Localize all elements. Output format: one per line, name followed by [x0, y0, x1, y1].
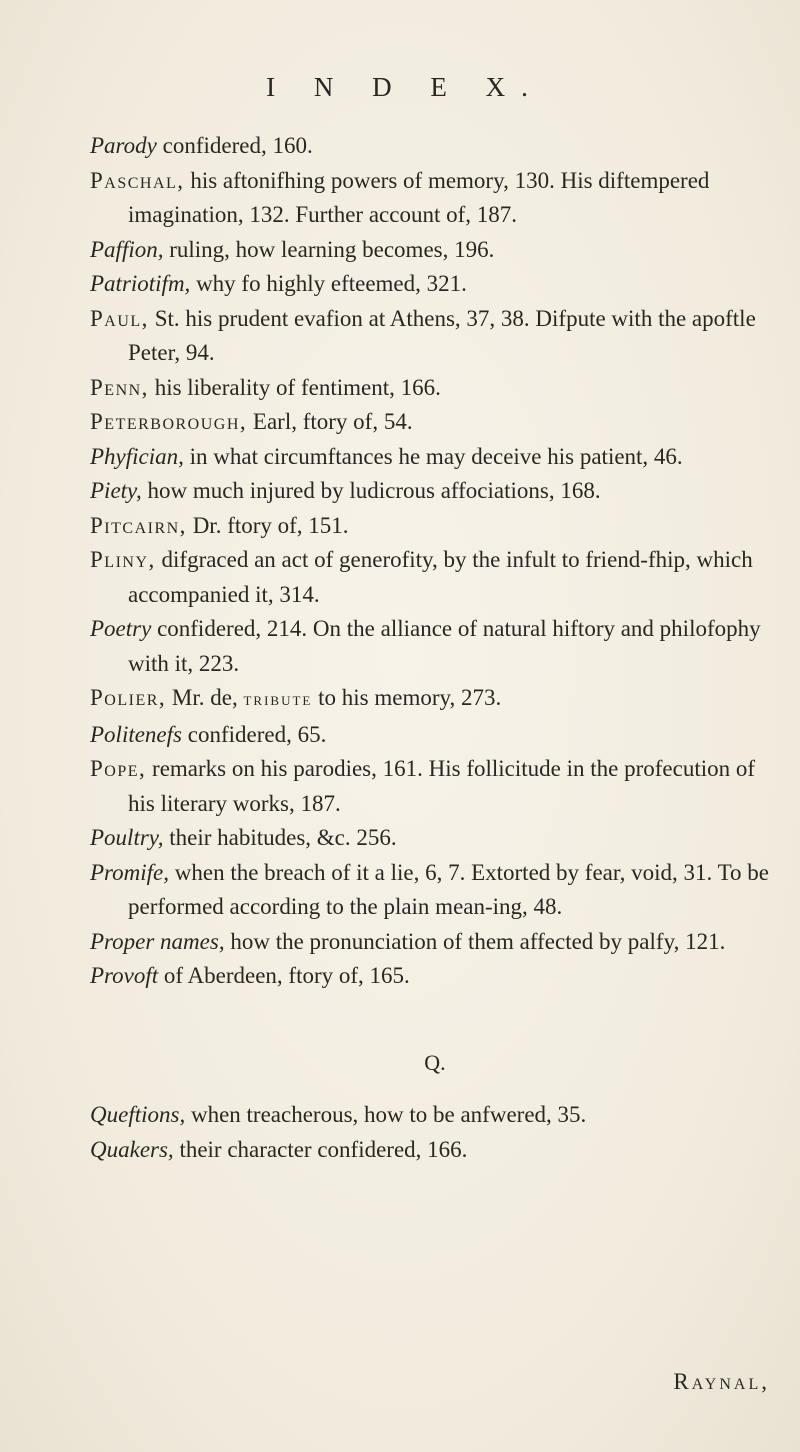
- entry-text: when the breach of it a lie, 6, 7. Extorted by fear, void, 31. To be performed according to the plain mean-ing, 48.: [128, 859, 769, 919]
- index-entries: [90, 129, 780, 1167]
- entry-text: confidered, 65.: [181, 721, 327, 747]
- index-entry: [90, 440, 780, 475]
- index-entry: [90, 1133, 780, 1168]
- entry-keyword: Paul,: [90, 305, 149, 331]
- entry-text: why fo highly efteemed, 321.: [190, 271, 467, 296]
- entry-text: remarks on his parodies, 161. His follicitude in the profecution of his literary works, 187.: [128, 756, 756, 816]
- index-entry: [90, 681, 780, 718]
- entry-text: St. his prudent evafion at Athens, 37, 38. Difpute with the apoftle Peter, 94.: [128, 305, 756, 365]
- entry-keyword: Queftions,: [90, 1102, 186, 1127]
- index-entry: [90, 925, 780, 960]
- entry-text: confidered, 214. On the alliance of natural hiftory and philofophy with it, 223.: [128, 616, 761, 676]
- index-entry: [90, 543, 780, 612]
- index-entry: [90, 164, 780, 233]
- entry-text: to his memory, 273.: [312, 685, 502, 710]
- index-entry: [90, 959, 780, 994]
- entry-keyword: Pope,: [90, 756, 147, 781]
- entry-keyword: Promife,: [90, 859, 169, 885]
- index-entry: [90, 405, 780, 440]
- entry-text: difgraced an act of generofity, by the infult to friend-fhip, which accompanied it, 314.: [128, 547, 753, 607]
- index-entry: [90, 509, 780, 544]
- index-entry: [90, 233, 780, 268]
- entry-text: of Aberdeen, ftory of, 165.: [158, 963, 410, 988]
- entry-text: in what circumftances he may deceive his patient, 46.: [183, 443, 683, 469]
- entry-keyword: Pitcairn,: [90, 512, 187, 538]
- entry-keyword: Politenefs: [90, 721, 182, 747]
- index-entry: [90, 129, 780, 164]
- entry-text: Mr. de,: [166, 685, 244, 710]
- page-header: I N D E X.: [266, 72, 544, 102]
- index-entry: [90, 1098, 780, 1133]
- index-entry: [90, 821, 780, 856]
- entry-keyword: Penn,: [90, 374, 149, 400]
- entry-keyword: Polier,: [90, 685, 167, 710]
- entry-text: how much injured by ludicrous affociations, 168.: [141, 478, 601, 503]
- entry-text: their habitudes, &c. 256.: [163, 825, 397, 850]
- index-entry: [90, 474, 780, 509]
- index-entry: [90, 856, 780, 925]
- entry-text: Dr. ftory of, 151.: [186, 512, 349, 538]
- entry-keyword: Peterborough,: [90, 409, 248, 434]
- index-entry: [90, 718, 780, 753]
- index-entry: [90, 267, 780, 302]
- entry-keyword: Parody: [90, 133, 157, 158]
- entry-keyword: Poetry: [90, 616, 152, 641]
- entry-keyword: Patriotifm,: [90, 271, 191, 296]
- entry-keyword: Piety,: [90, 478, 142, 503]
- entry-keyword: Pliny,: [90, 547, 156, 572]
- entry-keyword: Proper names,: [90, 928, 225, 954]
- index-entry: [90, 371, 780, 406]
- entry-keyword: Provoft: [90, 963, 159, 988]
- entry-text: their character confidered, 166.: [173, 1136, 468, 1162]
- entry-keyword: Poultry,: [90, 825, 164, 850]
- entry-text-smallcaps: tribute: [243, 689, 313, 710]
- index-entry: [90, 612, 780, 681]
- entry-keyword: Phyfician,: [90, 443, 184, 469]
- entry-text: his aftonifhing powers of memory, 130. His diftempered imagination, 132. Further account of, 187.: [128, 167, 710, 227]
- entry-text: his liberality of fentiment, 166.: [148, 374, 441, 400]
- entry-keyword: Quakers,: [90, 1136, 174, 1162]
- entry-keyword: Paschal,: [90, 167, 185, 193]
- catchword: Raynal,: [673, 1369, 770, 1394]
- entry-text: ruling, how learning becomes, 196.: [163, 236, 495, 262]
- entry-text: how the pronunciation of them affected by palfy, 121.: [224, 928, 726, 954]
- section-letter: Q.: [424, 1049, 446, 1075]
- entry-text: when treacherous, how to be anfwered, 35.: [185, 1102, 587, 1127]
- index-entry: [90, 752, 780, 821]
- entry-keyword: Paffion,: [90, 236, 164, 262]
- entry-text: confidered, 160.: [156, 133, 313, 158]
- index-entry: [90, 302, 780, 371]
- entry-text: Earl, ftory of, 54.: [247, 409, 413, 434]
